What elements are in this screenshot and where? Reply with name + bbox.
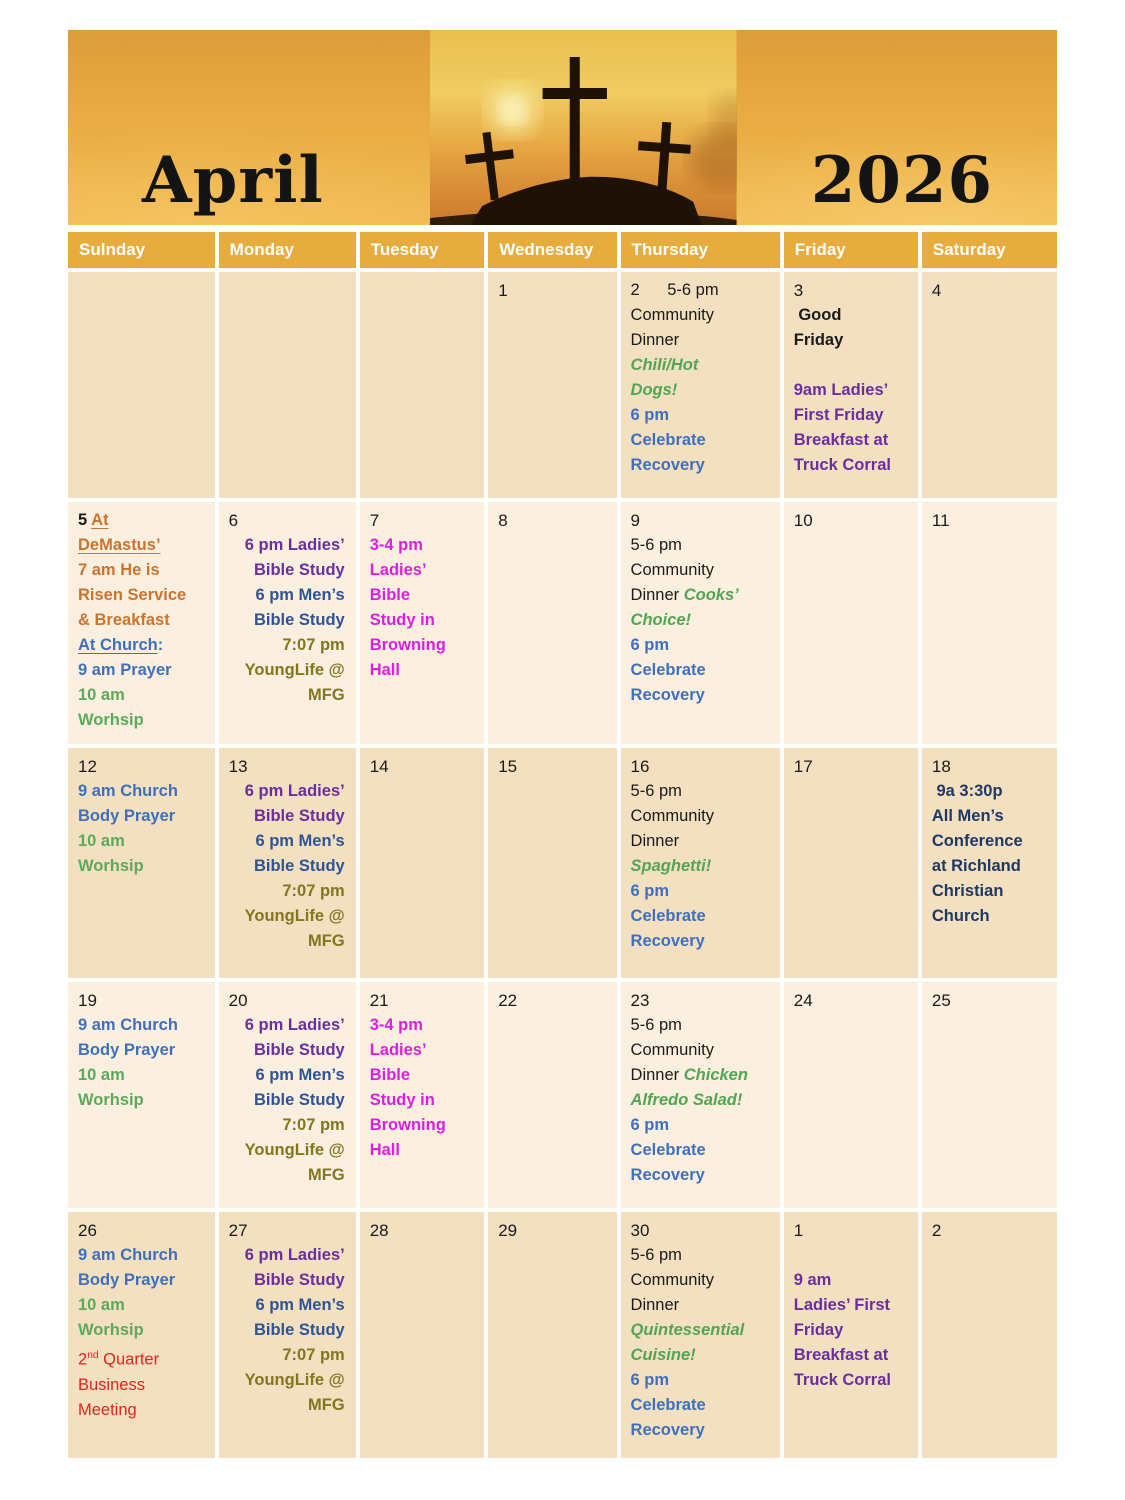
calendar-cell bbox=[784, 1212, 918, 1458]
event-text: Bible bbox=[369, 586, 411, 604]
calendar-cell bbox=[488, 982, 616, 1208]
calendar-grid bbox=[68, 232, 1057, 1458]
calendar-cell bbox=[68, 982, 215, 1208]
day-number: 30 bbox=[630, 1221, 650, 1240]
event-text: 3-4 pm bbox=[369, 1016, 423, 1034]
event-text: Bible Study bbox=[253, 807, 345, 825]
calendar-page bbox=[68, 30, 1057, 1458]
event-text: Study in bbox=[369, 1091, 435, 1109]
event-text: Dogs! bbox=[630, 381, 678, 399]
day-number: 27 bbox=[228, 1221, 248, 1240]
event-text: Bible bbox=[369, 1066, 411, 1084]
cell-events bbox=[631, 533, 771, 708]
calendar-cell bbox=[621, 272, 780, 498]
event-text: 9am Ladies’ bbox=[793, 381, 889, 399]
cell-events bbox=[370, 533, 475, 683]
calendar-cell bbox=[219, 272, 356, 498]
event-text: 9 am bbox=[793, 1271, 832, 1289]
calendar-cell bbox=[219, 748, 356, 978]
cell-events bbox=[78, 508, 206, 733]
event-text: Bible Study bbox=[253, 857, 345, 875]
calendar-cell bbox=[621, 982, 780, 1208]
event-text: 7:07 pm bbox=[282, 1346, 345, 1364]
event-text: Spaghetti! bbox=[630, 857, 712, 875]
day-number: 22 bbox=[498, 991, 518, 1010]
calendar-cell bbox=[68, 748, 215, 978]
event-text: Body Prayer bbox=[78, 1041, 176, 1059]
calendar-cell bbox=[360, 982, 484, 1208]
event-text: Risen Service bbox=[78, 586, 187, 604]
event-text: Friday bbox=[793, 331, 844, 349]
event-text: Dinner bbox=[630, 832, 680, 850]
day-number: 29 bbox=[498, 1221, 518, 1240]
day-number: 13 bbox=[228, 757, 248, 776]
event-text: Celebrate bbox=[630, 1396, 706, 1414]
event-text: MFG bbox=[308, 1166, 345, 1184]
event-text: Study in bbox=[369, 611, 435, 629]
calendar-cell bbox=[68, 1212, 215, 1458]
day-number: 26 bbox=[78, 1221, 97, 1240]
event-text: 5-6 pm bbox=[630, 1246, 682, 1264]
day-header: Sulnday bbox=[68, 232, 215, 268]
event-text: Bible Study bbox=[253, 1271, 345, 1289]
cell-events bbox=[78, 779, 206, 879]
event-text: 6 pm bbox=[630, 636, 670, 654]
day-number: 1 bbox=[793, 1221, 804, 1240]
event-text: Browning bbox=[369, 636, 446, 654]
cell-events bbox=[78, 1013, 206, 1113]
event-text: Business bbox=[78, 1375, 145, 1394]
day-number: 28 bbox=[369, 1221, 389, 1240]
cell-events bbox=[631, 278, 771, 478]
calendar-cell bbox=[219, 502, 356, 744]
event-text: Hall bbox=[369, 661, 400, 679]
calendar-cell bbox=[360, 748, 484, 978]
event-text: Body Prayer bbox=[78, 1271, 176, 1289]
event-text: Cooks’ bbox=[683, 586, 739, 604]
event-text: Truck Corral bbox=[793, 1371, 891, 1389]
event-text: YoungLife @ bbox=[244, 1371, 345, 1389]
event-text: At Church bbox=[78, 636, 158, 654]
event-text: DeMastus’ bbox=[78, 536, 161, 554]
calendar-cell bbox=[922, 1212, 1057, 1458]
event-text: Alfredo Salad! bbox=[630, 1091, 743, 1109]
event-text: 6 pm bbox=[630, 406, 670, 424]
day-number: 25 bbox=[931, 991, 951, 1010]
day-number: 10 bbox=[793, 511, 813, 530]
event-text: Ladies’ bbox=[369, 1041, 427, 1059]
calendar-cell bbox=[784, 502, 918, 744]
cell-events bbox=[78, 1243, 206, 1423]
event-text: Christian bbox=[931, 882, 1004, 900]
event-text: Recovery bbox=[630, 456, 705, 474]
event-text: 10 am bbox=[78, 1066, 125, 1084]
event-text: MFG bbox=[308, 1396, 345, 1414]
event-text: at Richland bbox=[931, 857, 1021, 875]
day-number: 21 bbox=[369, 991, 389, 1010]
event-text: Quarter bbox=[98, 1350, 160, 1369]
event-text: 6 pm Ladies’ bbox=[244, 1016, 345, 1034]
day-number: 17 bbox=[793, 757, 813, 776]
year-title: 2026 bbox=[810, 143, 993, 218]
event-text: Chicken bbox=[683, 1066, 748, 1084]
event-text: Breakfast at bbox=[793, 1346, 889, 1364]
event-text: Bible Study bbox=[253, 1091, 345, 1109]
event-text: Quintessential bbox=[630, 1321, 745, 1339]
event-text: : bbox=[157, 636, 164, 654]
event-text: Community bbox=[630, 1041, 714, 1059]
event-text: Worhsip bbox=[78, 711, 144, 729]
calendar-cell bbox=[488, 748, 616, 978]
event-text: nd bbox=[87, 1350, 99, 1361]
event-text: 6 pm Men’s bbox=[255, 832, 345, 850]
event-text: 9 am Prayer bbox=[78, 661, 172, 679]
event-text: 6 pm Men’s bbox=[255, 1296, 345, 1314]
cell-events bbox=[229, 1013, 347, 1188]
event-text: YoungLife @ bbox=[244, 907, 345, 925]
event-text: Breakfast at bbox=[793, 431, 889, 449]
cell-events bbox=[932, 779, 1048, 929]
day-header: Tuesday bbox=[360, 232, 484, 268]
day-header: Monday bbox=[219, 232, 356, 268]
day-number: 20 bbox=[228, 991, 248, 1010]
event-text: 6 pm Ladies’ bbox=[244, 536, 345, 554]
event-text: 6 pm Men’s bbox=[255, 1066, 345, 1084]
event-text: Ladies’ bbox=[369, 561, 427, 579]
calendar-cell bbox=[922, 502, 1057, 744]
event-text: 5-6 pm bbox=[630, 1016, 682, 1034]
calendar-cell bbox=[488, 1212, 616, 1458]
event-text: 9a 3:30p bbox=[931, 782, 1003, 800]
event-text: 10 am bbox=[78, 832, 125, 850]
event-text: Worhsip bbox=[78, 1321, 144, 1339]
event-text: Browning bbox=[369, 1116, 446, 1134]
event-text: 7:07 pm bbox=[282, 1116, 345, 1134]
calendar-cell bbox=[360, 272, 484, 498]
event-text: Church bbox=[931, 907, 990, 925]
event-text: Celebrate bbox=[630, 907, 706, 925]
calendar-cell bbox=[621, 748, 780, 978]
calendar-cell bbox=[922, 748, 1057, 978]
event-text: 7 am He is bbox=[78, 561, 160, 579]
calendar-cell bbox=[621, 502, 780, 744]
cell-events bbox=[370, 1013, 475, 1163]
event-text: 7:07 pm bbox=[282, 636, 345, 654]
event-text: Community bbox=[630, 306, 714, 324]
sunset-crosses-image bbox=[430, 30, 737, 225]
event-text: 5 bbox=[78, 511, 92, 529]
day-number: 7 bbox=[369, 511, 380, 530]
cell-events bbox=[794, 303, 909, 478]
day-number: 14 bbox=[369, 757, 389, 776]
event-text: Ladies’ First bbox=[793, 1296, 891, 1314]
event-text: Bible Study bbox=[253, 611, 345, 629]
event-text: Dinner bbox=[630, 1066, 684, 1084]
event-text: & Breakfast bbox=[78, 611, 170, 629]
cell-events bbox=[794, 1243, 909, 1393]
event-text: 2 bbox=[78, 1350, 88, 1369]
event-text: 6 pm bbox=[630, 882, 670, 900]
event-text: Dinner bbox=[630, 586, 684, 604]
event-text: MFG bbox=[308, 686, 345, 704]
event-text: Dinner bbox=[630, 331, 680, 349]
cell-events bbox=[229, 1243, 347, 1418]
calendar-cell bbox=[68, 272, 215, 498]
calendar-cell bbox=[922, 982, 1057, 1208]
event-text: 7:07 pm bbox=[282, 882, 345, 900]
event-text: Recovery bbox=[630, 1421, 705, 1439]
event-text: Worhsip bbox=[78, 857, 144, 875]
day-number: 4 bbox=[931, 281, 942, 300]
event-text: Bible Study bbox=[253, 1041, 345, 1059]
event-text: Bible Study bbox=[253, 1321, 345, 1339]
day-number: 12 bbox=[78, 757, 97, 776]
sun bbox=[498, 96, 526, 124]
banner bbox=[68, 30, 1057, 225]
calendar-cell bbox=[784, 748, 918, 978]
calendar-cell bbox=[488, 502, 616, 744]
event-text: Good bbox=[793, 306, 842, 324]
event-text: Friday bbox=[793, 1321, 844, 1339]
cell-events bbox=[229, 533, 347, 708]
day-header: Wednesday bbox=[488, 232, 616, 268]
day-number: 6 bbox=[228, 511, 239, 530]
day-number: 3 bbox=[793, 281, 804, 300]
event-text: All Men’s bbox=[931, 807, 1004, 825]
event-text: 6 pm Ladies’ bbox=[244, 1246, 345, 1264]
event-text: Dinner bbox=[630, 1296, 680, 1314]
day-number: 1 bbox=[498, 281, 508, 300]
event-text: Body Prayer bbox=[78, 807, 176, 825]
event-text: Meeting bbox=[78, 1400, 137, 1419]
cell-events bbox=[631, 1013, 771, 1188]
event-text: Conference bbox=[931, 832, 1023, 850]
cell-events bbox=[631, 1243, 771, 1443]
event-text: First Friday bbox=[793, 406, 884, 424]
day-number: 23 bbox=[630, 991, 650, 1010]
calendar-cell bbox=[360, 502, 484, 744]
event-text: Bible Study bbox=[253, 561, 345, 579]
event-text: Celebrate bbox=[630, 661, 706, 679]
calendar-cell bbox=[219, 982, 356, 1208]
event-text: Community bbox=[630, 1271, 714, 1289]
calendar-cell bbox=[922, 272, 1057, 498]
day-number: 9 bbox=[630, 511, 640, 530]
event-text: 10 am bbox=[78, 686, 125, 704]
day-number: 11 bbox=[931, 511, 950, 530]
event-text: YoungLife @ bbox=[244, 661, 345, 679]
calendar-cell bbox=[784, 272, 918, 498]
event-text: Worhsip bbox=[78, 1091, 144, 1109]
calendar-cell bbox=[488, 272, 616, 498]
event-text: Recovery bbox=[630, 686, 705, 704]
event-text: Hall bbox=[369, 1141, 400, 1159]
event-text: 2 5-6 pm bbox=[630, 281, 719, 299]
event-text: Community bbox=[630, 561, 714, 579]
event-text: 6 pm Men’s bbox=[255, 586, 345, 604]
event-text: 10 am bbox=[78, 1296, 125, 1314]
cell-events bbox=[631, 779, 771, 954]
day-number: 24 bbox=[793, 991, 813, 1010]
event-text: Recovery bbox=[630, 932, 705, 950]
day-number: 18 bbox=[931, 757, 951, 776]
event-text: YoungLife @ bbox=[244, 1141, 345, 1159]
event-text: Truck Corral bbox=[793, 456, 891, 474]
event-text: 9 am Church bbox=[78, 1246, 178, 1264]
calendar-cell bbox=[68, 502, 215, 744]
event-text: Recovery bbox=[630, 1166, 705, 1184]
event-text: 3-4 pm bbox=[369, 536, 423, 554]
day-number: 15 bbox=[498, 757, 518, 776]
day-header: Thursday bbox=[621, 232, 780, 268]
calendar-cell bbox=[784, 982, 918, 1208]
event-text: Cuisine! bbox=[630, 1346, 696, 1364]
event-text: Chili/Hot bbox=[630, 356, 699, 374]
event-text: 5-6 pm bbox=[630, 782, 682, 800]
day-number: 8 bbox=[498, 511, 508, 530]
event-text: MFG bbox=[308, 932, 345, 950]
event-text: Celebrate bbox=[630, 431, 706, 449]
sunset-crosses-photo bbox=[430, 30, 737, 225]
event-text: Celebrate bbox=[630, 1141, 706, 1159]
day-header: Friday bbox=[784, 232, 918, 268]
calendar-cell bbox=[621, 1212, 780, 1458]
calendar-cell bbox=[360, 1212, 484, 1458]
event-text: At bbox=[91, 511, 109, 529]
event-text: 9 am Church bbox=[78, 782, 178, 800]
event-text: 6 pm Ladies’ bbox=[244, 782, 345, 800]
day-header: Saturday bbox=[922, 232, 1057, 268]
event-text: Choice! bbox=[630, 611, 692, 629]
day-number: 19 bbox=[78, 991, 97, 1010]
event-text: 6 pm bbox=[630, 1116, 670, 1134]
day-number: 16 bbox=[630, 757, 650, 776]
event-text: 9 am Church bbox=[78, 1016, 178, 1034]
calendar-cell bbox=[219, 1212, 356, 1458]
cell-events bbox=[229, 779, 347, 954]
event-text: Community bbox=[630, 807, 714, 825]
month-title: April bbox=[142, 143, 324, 218]
event-text: 5-6 pm bbox=[630, 536, 682, 554]
event-text: 6 pm bbox=[630, 1371, 670, 1389]
day-number: 2 bbox=[931, 1221, 942, 1240]
